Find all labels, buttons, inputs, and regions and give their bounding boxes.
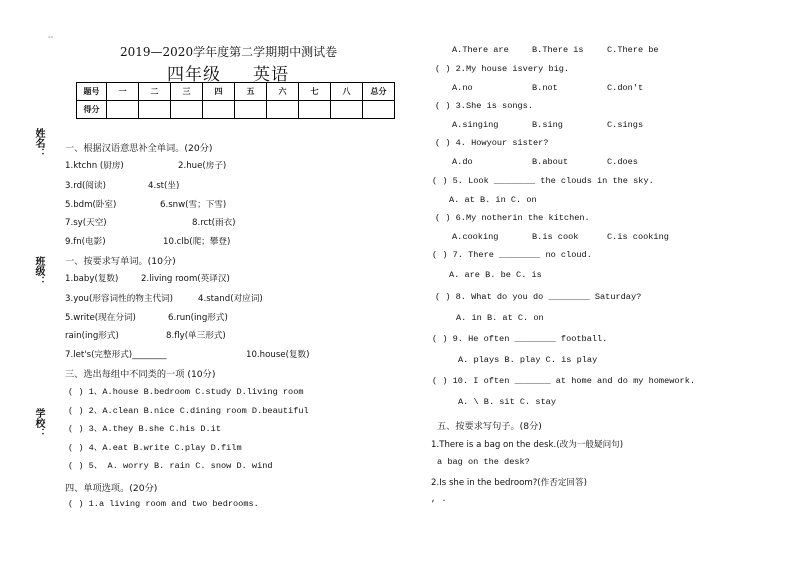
name-label: 姓名： [33,128,44,158]
grade-label: 四年级 [167,65,221,85]
s2-item: 7.let's(完整形式)________ [65,350,167,360]
q1-option-a: A.There are [452,45,509,55]
section-4-title: 四、单项选项。(20分) [65,483,158,494]
q2-option-c: C.don't [607,83,644,93]
q2-option-a: A.no [452,83,473,93]
score-cell[interactable] [363,101,395,119]
s1-item: 2.hue(房子) [178,161,227,171]
question-5: ( ) 5. Look ________ the clouds in the sky. [432,176,654,186]
s1-item: 1.ktchn (厨房) [65,161,124,171]
question-9: ( ) 9. He often ________ football. [432,334,608,344]
q3-option-c: C.sings [607,120,644,130]
score-cell[interactable] [331,101,363,119]
q3-option-b: B.sing [532,120,563,130]
s1-item: 5.bdm(卧室) [65,200,117,210]
s2-item: 6.run(ing形式) [168,313,228,323]
q9-options: A. plays B. play C. is play [458,355,598,365]
subject-label: 英语 [253,65,289,85]
q6-option-b: B.is cook [532,232,579,242]
corner-mark: “” [48,36,54,42]
score-cell[interactable] [139,101,171,119]
section-3-title: 三、选出每组中不同类的一项 (10分) [65,369,216,380]
score-header-cell: 六 [267,83,299,101]
section-2-title: 一、按要求写单词。(10分) [65,256,176,267]
s1-item: 7.sy(天空) [65,218,107,228]
question-6: ( ) 6.My notherin the kitchen. [435,213,590,223]
score-header-cell: 一 [107,83,139,101]
s1-item: 3.rd(阅读) [65,181,106,191]
s1-item: 10.clb(爬；攀登) [163,237,231,247]
score-cell[interactable] [203,101,235,119]
s1-item: 4.st(坐) [148,181,180,191]
q2-option-b: B.not [532,83,558,93]
s3-item: ( ) 2、A.clean B.nice C.dining room D.beautiful [68,406,309,416]
score-row-label: 得分 [77,101,107,119]
s4-question-1: ( ) 1.a living room and two bedrooms. [68,499,259,509]
q7-options: A. are B. be C. is [449,270,542,280]
score-cell[interactable] [267,101,299,119]
s2-item: 10.house(复数) [246,350,310,360]
score-header-cell: 二 [139,83,171,101]
s3-item: ( ) 4、A.eat B.write C.play D.film [68,443,242,453]
q1-option-c: C.There be [607,45,659,55]
q5-options: A. at B. in C. on [449,195,537,205]
score-table-header-row [77,83,395,101]
score-cell[interactable] [235,101,267,119]
question-7: ( ) 7. There ________ no cloud. [432,250,592,260]
s2-item: rain(ing形式) [65,331,119,341]
s2-item: 2.living room(英译汉) [141,274,230,284]
section-5-title: 五、按要求写句子。(8分) [437,421,542,432]
q8-options: A. in B. at C. on [456,313,544,323]
q4-option-b: B.about [532,157,569,167]
score-header-cell: 四 [203,83,235,101]
question-8: ( ) 8. What do you do ________ Saturday? [435,292,642,302]
q1-option-b: B.There is [532,45,584,55]
question-3: ( ) 3.She is songs. [435,101,533,111]
s2-item: 3.you(形容词性的物主代词) [65,294,174,304]
score-cell[interactable] [171,101,203,119]
s5-answer-2: , . [431,494,447,504]
q6-option-c: C.is cooking [607,232,669,242]
score-header-cell: 题号 [77,83,107,101]
score-header-cell: 总分 [363,83,395,101]
question-2: ( ) 2.My house isvery big. [435,64,570,74]
score-header-cell: 三 [171,83,203,101]
s2-item: 5.write(现在分词) [65,313,136,323]
s3-item: ( ) 5、 A. worry B. rain C. snow D. wind [68,461,273,471]
s5-question-1: 1.There is a bag on the desk.(改为一般疑问句) [431,440,624,450]
question-4: ( ) 4. Howyour sister? [435,138,549,148]
score-cell[interactable] [299,101,331,119]
s1-item: 9.fn(电影) [65,237,106,247]
q6-option-a: A.cooking [452,232,499,242]
s2-item: 1.baby(复数) [65,274,119,284]
s2-item: 8.fly(单三形式) [166,331,226,341]
score-table [76,82,395,119]
q4-option-a: A.do [452,157,473,167]
s1-item: 6.snw(雪；下雪) [160,200,227,210]
s3-item: ( ) 1、A.house B.bedroom C.study D.living room [68,387,304,397]
s3-item: ( ) 3、A.they B.she C.his D.it [68,424,221,434]
s5-question-2: 2.Is she in the bedroom?(作否定回答) [431,478,587,488]
s5-answer-1: a bag on the desk? [437,457,530,467]
school-label: 学校： [33,408,44,438]
s2-item: 4.stand(对应词) [198,294,263,304]
score-header-cell: 八 [331,83,363,101]
question-10: ( ) 10. I often _______ at home and do my homework. [432,376,696,386]
score-header-cell: 七 [299,83,331,101]
q10-options: A. \ B. sit C. stay [458,397,556,407]
class-label: 班级： [33,256,44,286]
q4-option-c: C.does [607,157,638,167]
section-1-title: 一、根据汉语意思补全单词。(20分) [65,143,213,154]
score-cell[interactable] [107,101,139,119]
exam-title: 2019—2020学年度第二学期期中测试卷 [120,45,338,59]
score-table-score-row [77,101,395,119]
s1-item: 8.rct(雨衣) [192,218,236,228]
score-header-cell: 五 [235,83,267,101]
q3-option-a: A.singing [452,120,499,130]
